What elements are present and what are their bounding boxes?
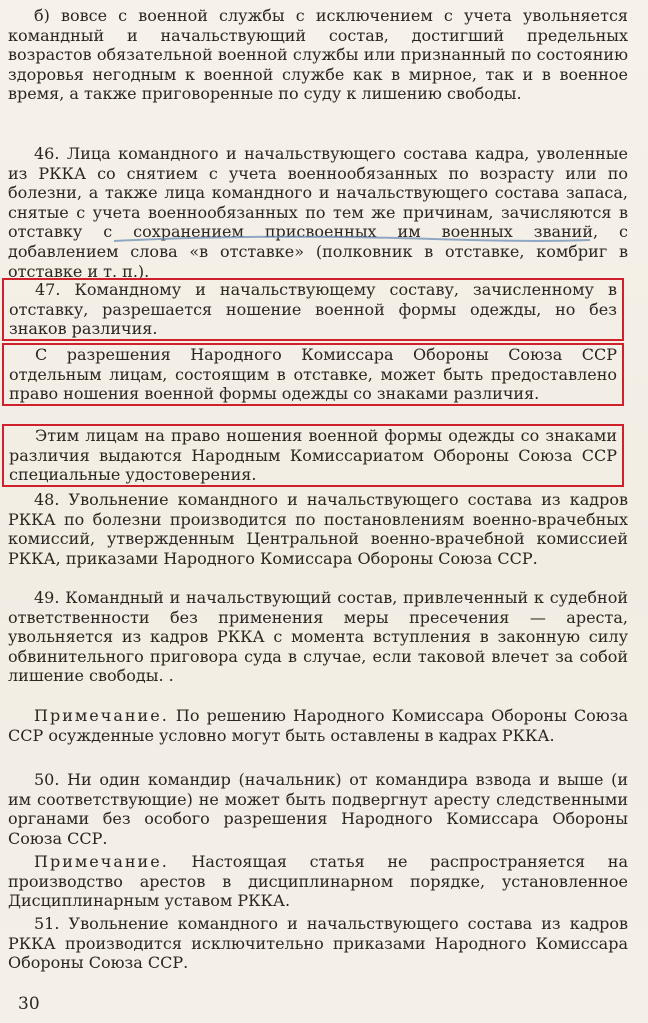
paragraph-47-permission: С разрешения Народного Комиссара Обороны Союза ССР отдельным лицам, состоящим в отставке, может быть предоставлено право ношения военной формы одежды со знаками различия. [9,345,617,404]
page-number: 30 [18,994,40,1014]
highlight-box-permission [2,343,624,406]
note-49-label: Примечание. [34,706,169,725]
note-50-text: Настоящая статья не распространяется на производство арестов в дисциплинарном порядке, установленное Дисциплинарным уставом РККА. [8,852,628,911]
paragraph-51: 51. Увольнение командного и начальствующего состава из кадров РККА производится исключительно приказами Народного Комиссара Обороны Союза ССР. [8,914,628,973]
paragraph-50: 50. Ни один командир (начальник) от командира взвода и выше (и им соответствующие) не может быть подвергнут аресту следственными органами без особого разрешения Народного Комиссара Обороны Союза ССР. [8,770,628,848]
paragraph-47-certificates: Этим лицам на право ношения военной формы одежды со знаками различия выдаются Народным Комиссариатом Обороны Союза ССР специальные удостоверения. [9,426,617,485]
highlight-box-certificates [2,424,624,487]
paragraph-49: 49. Командный и начальствующий состав, привлеченный к судебной ответственности без применения меры пресечения — ареста, увольняется из кадров РККА с момента вступления в законную силу обвинительного приговора суда в случае, если таковой влечет за собой лишение свободы. . [8,588,628,686]
paragraph-b: б) вовсе с военной службы с исключением с учета увольняется командный и начальствующий состав, достигший предельных возрастов обязательной военной службы или признанный по состоянию здоровья негодным к военной службе как в мирное, так и в военное время, а также приговоренные по суду к лишению свободы. [8,6,628,104]
pen-underline-mark [112,232,592,246]
note-49 [8,706,628,745]
note-50 [8,852,628,911]
paragraph-46: 46. Лица командного и начальствующего состава кадра, уволенные из РККА со снятием с учета военнообязанных по возрасту или по болезни, а также лица командного и начальствующего состава запаса, снятые с учета военнообязанных по тем же причинам, зачисляются в отставку с сохранением присвоенных им военных званий, с добавлением слова «в отставке» (полковник в отставке, комбриг в отставке и т. п.). [8,144,628,281]
note-50-label: Примечание. [34,852,169,871]
note-49-text: По решению Народного Комиссара Обороны Союза ССР осужденные условно могут быть оставлены в кадрах РККА. [8,706,629,745]
paragraph-48: 48. Увольнение командного и начальствующего состава из кадров РККА по болезни производится по постановлениям военно-врачебных комиссий, утвержденным Центральной военно-врачебной комиссией РККА, приказами Народного Комиссара Обороны Союза ССР. [8,490,628,568]
paragraph-47: 47. Командному и начальствующему составу, зачисленному в отставку, разрешается ношение военной формы одежды, но без знаков различия. [9,280,617,339]
highlight-box-47 [2,278,624,341]
